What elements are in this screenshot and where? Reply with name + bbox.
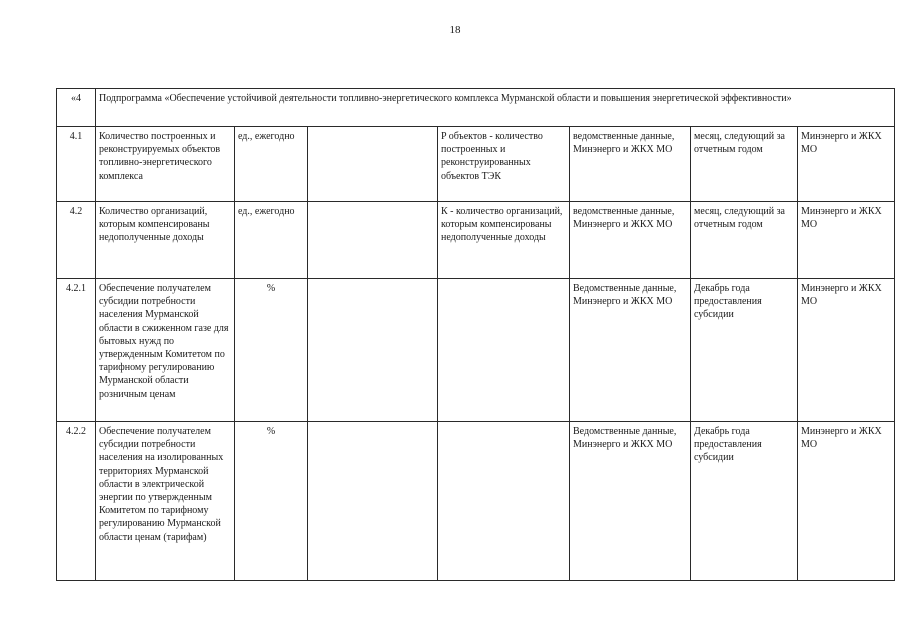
formula-cell [438, 279, 570, 422]
row-number: 4.2 [57, 202, 96, 279]
table-row [57, 422, 895, 581]
timing-cell: месяц, следующий за отчетным годом [691, 127, 798, 202]
timing-cell: Декабрь года предоставления субсидии [691, 422, 798, 581]
unit-cell: ед., ежегодно [235, 202, 308, 279]
responsible-cell: Минэнерго и ЖКХ МО [798, 279, 895, 422]
source-cell: Ведомственные данные, Минэнерго и ЖКХ МО [570, 422, 691, 581]
subprogram-number: «4 [57, 89, 96, 127]
empty-cell [308, 202, 438, 279]
formula-cell: P объектов - количество построенных и реконструированных объектов ТЭК [438, 127, 570, 202]
unit-cell: % [235, 422, 308, 581]
row-number: 4.2.1 [57, 279, 96, 422]
empty-cell [308, 127, 438, 202]
responsible-cell: Минэнерго и ЖКХ МО [798, 422, 895, 581]
row-number: 4.1 [57, 127, 96, 202]
subprogram-row [57, 89, 895, 127]
table-row [57, 202, 895, 279]
responsible-cell: Минэнерго и ЖКХ МО [798, 127, 895, 202]
indicator-name: Обеспечение получателем субсидии потребности населения на изолированных территориях Мурманской области в электрической энергии по утвержденным Комитетом по тарифному регулированию Мурманской области ценам (тарифам) [96, 422, 235, 581]
indicators-table [56, 88, 895, 581]
table-row [57, 279, 895, 422]
timing-cell: Декабрь года предоставления субсидии [691, 279, 798, 422]
indicator-name: Обеспечение получателем субсидии потребности населения Мурманской области в сжиженном газе для бытовых нужд по утвержденным Комитетом по тарифному регулированию Мурманской области розничным ценам [96, 279, 235, 422]
responsible-cell: Минэнерго и ЖКХ МО [798, 202, 895, 279]
source-cell: ведомственные данные, Минэнерго и ЖКХ МО [570, 127, 691, 202]
formula-cell [438, 422, 570, 581]
formula-cell: К - количество организаций, которым компенсированы недополученные доходы [438, 202, 570, 279]
empty-cell [308, 279, 438, 422]
indicator-name: Количество построенных и реконструируемых объектов топливно-энергетического комплекса [96, 127, 235, 202]
unit-cell: % [235, 279, 308, 422]
source-cell: ведомственные данные, Минэнерго и ЖКХ МО [570, 202, 691, 279]
timing-cell: месяц, следующий за отчетным годом [691, 202, 798, 279]
empty-cell [308, 422, 438, 581]
source-cell: Ведомственные данные, Минэнерго и ЖКХ МО [570, 279, 691, 422]
row-number: 4.2.2 [57, 422, 96, 581]
subprogram-title: Подпрограмма «Обеспечение устойчивой деятельности топливно-энергетического комплекса Мурманской области и повышения энергетической эффективности» [96, 89, 895, 127]
indicator-name: Количество организаций, которым компенсированы недополученные доходы [96, 202, 235, 279]
table-row [57, 127, 895, 202]
page-number: 18 [449, 24, 461, 36]
unit-cell: ед., ежегодно [235, 127, 308, 202]
